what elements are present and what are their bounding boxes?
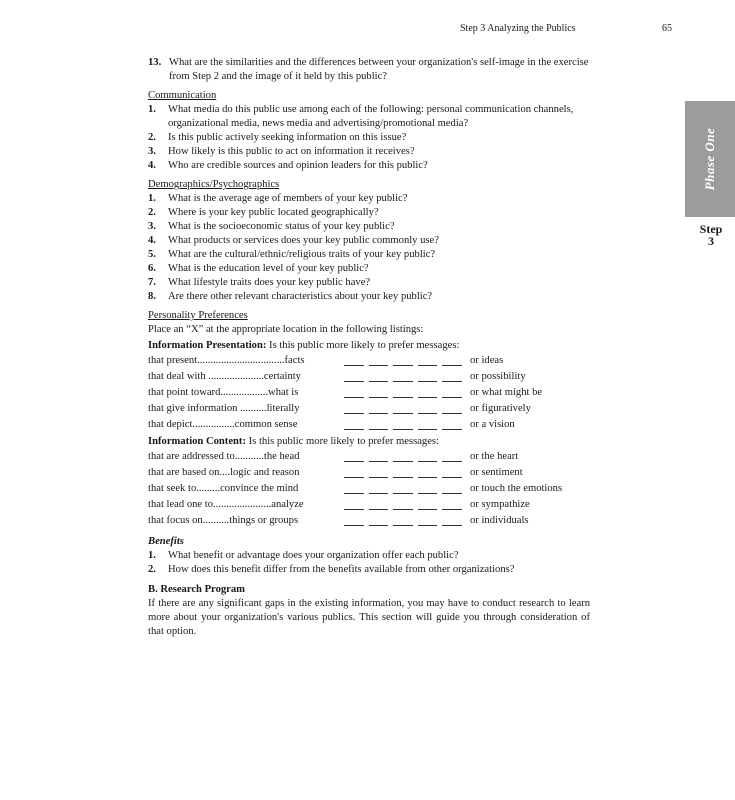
content-label: Information Content:	[148, 436, 246, 447]
item-number: 2.	[148, 132, 156, 143]
item-number: 5.	[148, 249, 156, 260]
scale-row	[148, 513, 590, 529]
scale-right-label: or sympathize	[470, 499, 530, 510]
scale-blanks[interactable]	[344, 420, 462, 430]
content-scales	[148, 449, 590, 529]
item-text: What are the cultural/ethnic/religious traits of your key public?	[168, 249, 436, 260]
item-text: How likely is this public to act on information it receives?	[168, 146, 415, 157]
scale-row	[148, 497, 590, 513]
scale-row	[148, 401, 590, 417]
scale-right-label: or what might be	[470, 387, 543, 398]
item-number: 4.	[148, 160, 156, 171]
item-number: 13.	[148, 57, 162, 68]
scale-blanks[interactable]	[344, 468, 462, 478]
scale-left-label: that point toward..................what is	[148, 387, 299, 398]
scale-blanks[interactable]	[344, 372, 462, 382]
item-number: 2.	[148, 564, 156, 575]
scale-right-label: or the heart	[470, 451, 519, 462]
benefits-list	[148, 549, 590, 577]
list-item	[148, 276, 590, 290]
scale-row	[148, 385, 590, 401]
scale-row	[148, 465, 590, 481]
scale-row	[148, 449, 590, 465]
item-number: 1.	[148, 104, 156, 115]
page-number: 65	[662, 23, 672, 34]
scale-left-label: that are addressed to...........the head	[148, 451, 300, 462]
scale-row	[148, 353, 590, 369]
scale-right-label: or possibility	[470, 371, 526, 382]
benefits-heading: Benefits	[148, 536, 184, 547]
item-text: Is this public actively seeking information on this issue?	[168, 132, 407, 143]
item-text: What products or services does your key public commonly use?	[168, 235, 439, 246]
presentation-label: Information Presentation:	[148, 340, 267, 351]
scale-right-label: or figuratively	[470, 403, 531, 414]
scale-left-label: that focus on..........things or groups	[148, 515, 299, 526]
presentation-scales	[148, 353, 590, 433]
demographics-heading: Demographics/Psychographics	[148, 179, 280, 190]
scale-right-label: or touch the emotions	[470, 483, 563, 494]
item-number: 1.	[148, 550, 156, 561]
scale-row	[148, 481, 590, 497]
item-number: 1.	[148, 193, 156, 204]
list-item	[148, 192, 590, 206]
content-subhead	[148, 435, 590, 449]
item-number: 7.	[148, 277, 156, 288]
scale-left-label: that are based on....logic and reason	[148, 467, 300, 478]
list-item	[148, 262, 590, 276]
scale-row	[148, 417, 590, 433]
item-number: 3.	[148, 146, 156, 157]
scale-left-label: that depict................common sense	[148, 419, 298, 430]
item-text: What are the similarities and the differences between your organization's self-image in the exercise from Step 2 and the image of it held by this public?	[169, 57, 589, 82]
scale-right-label: or a vision	[470, 419, 515, 430]
communication-list	[148, 103, 590, 173]
research-heading: B. Research Program	[148, 584, 245, 595]
item-text: Are there other relevant characteristics about your key public?	[168, 291, 433, 302]
list-item	[148, 220, 590, 234]
scale-left-label: that deal with .....................certainty	[148, 371, 301, 382]
personality-heading: Personality Preferences	[148, 310, 248, 321]
scale-blanks[interactable]	[344, 404, 462, 414]
item-number: 8.	[148, 291, 156, 302]
demographics-list	[148, 192, 590, 304]
item-number: 6.	[148, 263, 156, 274]
item-number: 3.	[148, 221, 156, 232]
step-number: 3	[708, 234, 714, 248]
item-text: What benefit or advantage does your organization offer each public?	[168, 550, 459, 561]
scale-blanks[interactable]	[344, 452, 462, 462]
scale-blanks[interactable]	[344, 516, 462, 526]
list-item	[148, 549, 590, 563]
list-item	[148, 159, 590, 173]
scale-left-label: that present.................................facts	[148, 355, 305, 366]
scale-right-label: or individuals	[470, 515, 529, 526]
item-number: 4.	[148, 235, 156, 246]
list-item	[148, 563, 590, 577]
list-item	[148, 103, 590, 131]
scale-row	[148, 369, 590, 385]
presentation-question: Is this public more likely to prefer messages:	[266, 340, 460, 351]
running-title: Step 3 Analyzing the Publics	[460, 23, 576, 34]
scale-left-label: that seek to.........convince the mind	[148, 483, 299, 494]
item-number: 2.	[148, 207, 156, 218]
communication-heading: Communication	[148, 90, 217, 101]
page-content	[148, 56, 590, 639]
step-label	[691, 223, 731, 247]
scale-right-label: or sentiment	[470, 467, 523, 478]
list-item	[148, 145, 590, 159]
item-text: Where is your key public located geographically?	[168, 207, 379, 218]
phase-label: Phase One	[702, 127, 717, 191]
item-text: How does this benefit differ from the benefits available from other organizations?	[168, 564, 515, 575]
content-question: Is this public more likely to prefer messages:	[246, 436, 439, 447]
item-text: What is the education level of your key public?	[168, 263, 369, 274]
scale-blanks[interactable]	[344, 356, 462, 366]
item-text: Who are credible sources and opinion leaders for this public?	[168, 160, 428, 171]
list-item	[148, 131, 590, 145]
presentation-subhead	[148, 339, 590, 353]
phase-tab	[685, 101, 735, 217]
list-item	[148, 290, 590, 304]
list-item	[148, 234, 590, 248]
scale-right-label: or ideas	[470, 355, 504, 366]
research-paragraph: If there are any significant gaps in the existing information, you may have to conduct research to learn more about your organization's various publics. This section will guide you through consideration of that option.	[148, 598, 590, 637]
personality-instruction: Place an “X” at the appropriate location in the following listings:	[148, 324, 424, 335]
question-13	[148, 56, 590, 84]
scale-left-label: that lead one to......................analyze	[148, 499, 304, 510]
list-item	[148, 248, 590, 262]
item-text: What media do this public use among each of the following: personal communication channels, organizational media, news media and advertising/promotional media?	[168, 104, 574, 129]
scale-left-label: that give information ..........literally	[148, 403, 300, 414]
scale-blanks[interactable]	[344, 500, 462, 510]
scale-blanks[interactable]	[344, 484, 462, 494]
page-header	[0, 23, 735, 39]
item-text: What lifestyle traits does your key public have?	[168, 277, 371, 288]
list-item	[148, 206, 590, 220]
item-text: What is the socioeconomic status of your key public?	[168, 221, 395, 232]
item-text: What is the average age of members of your key public?	[168, 193, 408, 204]
scale-blanks[interactable]	[344, 388, 462, 398]
step-word: Step	[699, 222, 723, 236]
